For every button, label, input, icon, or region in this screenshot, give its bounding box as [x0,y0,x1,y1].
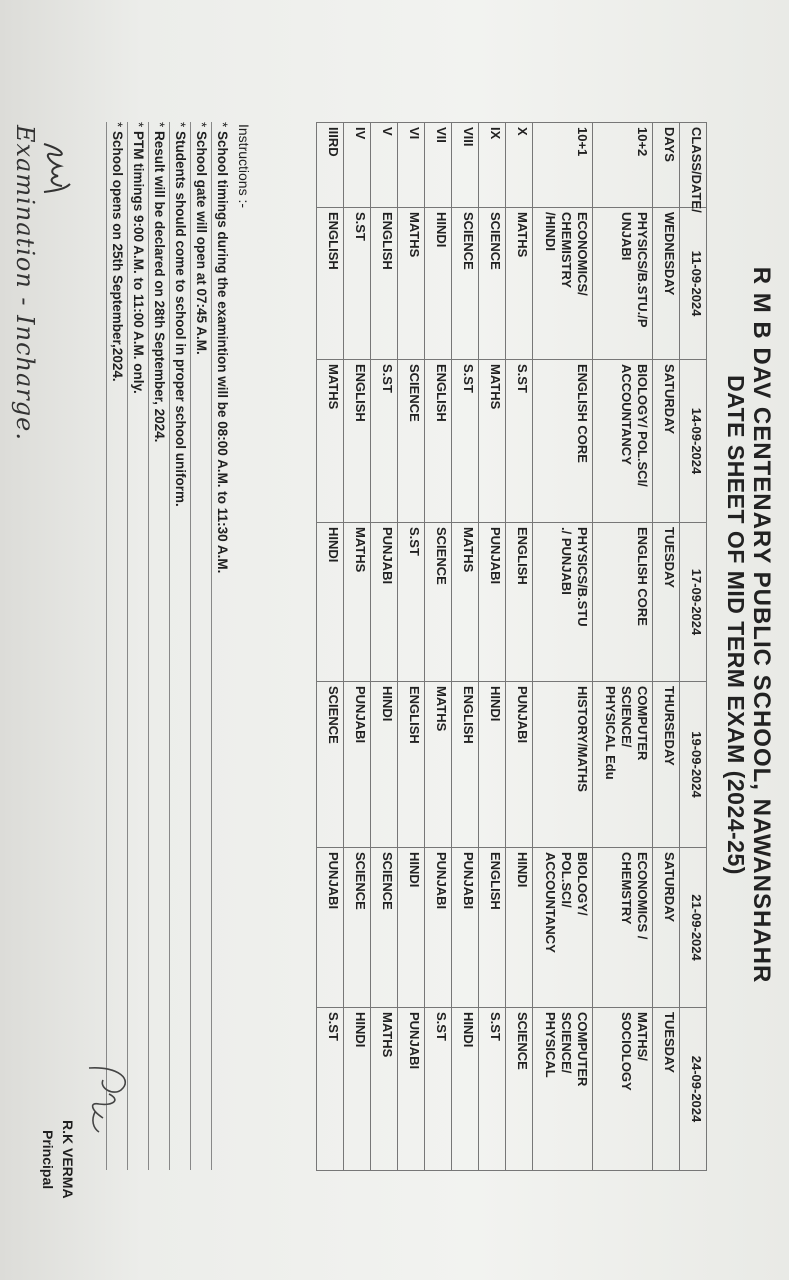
subject-cell: PUNJABI [452,848,479,1008]
row-head-date: CLASS/DATE/ [680,123,707,208]
subject-cell: SCIENCE [479,208,506,360]
subject-cell: HISTORY/MATHS [533,682,593,848]
subject-cell: S.ST [425,1008,452,1171]
class-name-cell: IX [479,123,506,208]
class-name-cell: V [371,123,398,208]
day-cell: SATURDAY [653,360,680,523]
class-row [506,123,533,1171]
subject-cell: HINDI [344,1008,371,1171]
subject-cell: PUNJABI [398,1008,425,1171]
class-row [479,123,506,1171]
class-name-cell: VII [425,123,452,208]
subject-cell: HINDI [425,208,452,360]
date-cell: 11-09-2024 [680,208,707,360]
class-name-cell: X [506,123,533,208]
subject-cell: HINDI [452,1008,479,1171]
instruction-item: * PTM timings 9:00 A.M. to 11:00 A.M. only. [127,122,148,1170]
subject-cell: MATHS [506,208,533,360]
subject-cell: S.ST [317,1008,344,1171]
class-row [371,123,398,1171]
incharge-role: Examination - Incharge. [11,125,39,441]
class-row [344,123,371,1171]
exam-schedule-table [316,122,707,1171]
subject-cell: MATHS/ SOCIOLOGY [593,1008,653,1171]
class-row [593,123,653,1171]
subject-cell: MATHS [398,208,425,360]
day-cell: SATURDAY [653,848,680,1008]
subject-cell: MATHS [479,360,506,523]
date-cell: 19-09-2024 [680,682,707,848]
class-row [398,123,425,1171]
subject-cell: ENGLISH CORE [533,360,593,523]
subject-cell: BIOLOGY/ POL.SCI/ ACCOUNTANCY [533,848,593,1008]
subject-cell: MATHS [452,523,479,682]
subject-cell: MATHS [425,682,452,848]
instruction-item: * School timings during the examintion will be 08:00 A.M. to 11:30 A.M. [211,122,232,1170]
school-name: R M B DAV CENTENARY PUBLIC SCHOOL, NAWANSHAHR [748,266,775,984]
subject-cell: ENGLISH [506,523,533,682]
subject-cell: SCIENCE [344,848,371,1008]
subject-cell: ENGLISH [371,208,398,360]
subject-cell: HINDI [479,682,506,848]
subject-cell: MATHS [371,1008,398,1171]
sheet-title: DATE SHEET OF MID TERM EXAM (2024-25) [723,375,749,875]
class-name-cell: IIIRD [317,123,344,208]
principal-signature-image [79,1060,139,1135]
subject-cell: MATHS [344,523,371,682]
subject-cell: SCIENCE [452,208,479,360]
subject-cell: HINDI [506,848,533,1008]
subject-cell: PUNJABI [479,523,506,682]
subject-cell: PUNJABI [506,682,533,848]
instruction-item: * School opens on 25th September,2024. [106,122,127,1170]
subject-cell: PHYSICS/B.STU ./ PUNJABI [533,523,593,682]
instruction-item: * Students should come to school in proper school uniform. [169,122,190,1170]
subject-cell: ENGLISH [317,208,344,360]
subject-cell: ECONOMICS/ CHEMISTRY /HINDI [533,208,593,360]
day-cell: WEDNESDAY [653,208,680,360]
class-name-cell: IV [344,123,371,208]
day-cell: TUESDAY [653,523,680,682]
subject-cell: ENGLISH [425,360,452,523]
subject-cell: SCIENCE [317,682,344,848]
subject-cell: PHYSICS/B.STU./P UNJABI [593,208,653,360]
subject-cell: S.ST [344,208,371,360]
subject-cell: SCIENCE [371,848,398,1008]
subject-cell: ENGLISH [452,682,479,848]
subject-cell: PUNJABI [425,848,452,1008]
subject-cell: S.ST [398,523,425,682]
subject-cell: COMPUTER SCIENCE/ PHYSICAL Edu [593,682,653,848]
subject-cell: ENGLISH CORE [593,523,653,682]
subject-cell: SCIENCE [506,1008,533,1171]
day-cell: THURSEDAY [653,682,680,848]
subject-cell: PUNJABI [344,682,371,848]
subject-cell: MATHS [317,360,344,523]
subject-cell: PUNJABI [371,523,398,682]
class-name-cell: VIII [452,123,479,208]
class-row [425,123,452,1171]
class-name-cell: VI [398,123,425,208]
subject-cell: S.ST [452,360,479,523]
subject-cell: BIOLOGY/ POL.SCI/ ACCOUNTANCY [593,360,653,523]
subject-cell: S.ST [371,360,398,523]
instruction-item: * School gate will open at 07:45 A.M. [190,122,211,1170]
subject-cell: ECONOMICS / CHEMSTRY [593,848,653,1008]
class-name-cell: 10+1 [533,123,593,208]
subject-cell: PUNJABI [317,848,344,1008]
subject-cell: S.ST [479,1008,506,1171]
day-cell: TUESDAY [653,1008,680,1171]
subject-cell: ENGLISH [479,848,506,1008]
class-row [533,123,593,1171]
subject-cell: HINDI [398,848,425,1008]
date-cell: 17-09-2024 [680,523,707,682]
principal-name: R.K VERMA [60,1120,76,1199]
schedule-body [317,123,707,1171]
instructions-label: Instructions :- [236,124,252,209]
instruction-item: * Result will be declared on 28th September, 2024. [148,122,169,1170]
subject-cell: ENGLISH [398,682,425,848]
date-row [680,123,707,1171]
date-cell: 14-09-2024 [680,360,707,523]
date-cell: 21-09-2024 [680,848,707,1008]
incharge-signature-image [36,140,74,196]
class-row [452,123,479,1171]
class-row [317,123,344,1171]
subject-cell: SCIENCE [398,360,425,523]
subject-cell: ENGLISH [344,360,371,523]
subject-cell: S.ST [506,360,533,523]
subject-cell: SCIENCE [425,523,452,682]
subject-cell: COMPUTER SCIENCE/ PHYSICAL [533,1008,593,1171]
subject-cell: HINDI [371,682,398,848]
principal-role: Principal [40,1130,56,1190]
date-cell: 24-09-2024 [680,1008,707,1171]
subject-cell: HINDI [317,523,344,682]
day-row [653,123,680,1171]
class-name-cell: 10+2 [593,123,653,208]
row-head-days: DAYS [653,123,680,208]
